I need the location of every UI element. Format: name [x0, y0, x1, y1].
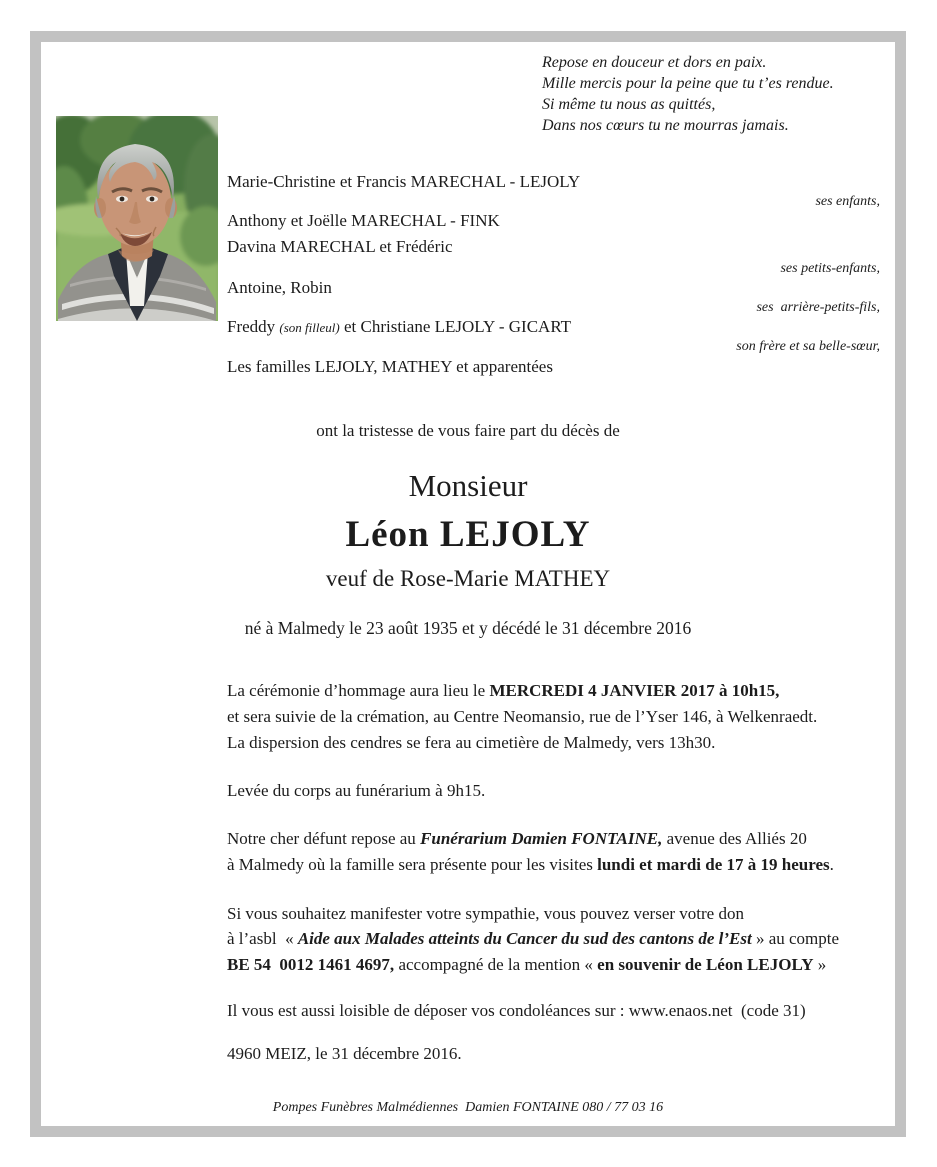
family-row-grandchildren-1: Anthony et Joëlle MARECHAL - FINK	[227, 211, 500, 230]
relation-label-grandchildren: ses petits-enfants,	[780, 261, 880, 276]
ceremony-line-1-text: La cérémonie d’hommage aura lieu le	[227, 681, 490, 700]
civility-title: Monsieur	[408, 468, 528, 503]
memorial-verse	[542, 52, 834, 136]
repose-line-1	[227, 829, 807, 849]
relation-label-children: ses enfants,	[815, 194, 880, 209]
relation-label-brother: son frère et sa belle-sœur,	[736, 339, 880, 354]
ceremony-line-3: La dispersion des cendres se fera au cimetière de Malmedy, vers 13h30.	[227, 733, 716, 752]
deceased-name: Léon LEJOLY	[345, 514, 591, 555]
announcement-intro: ont la tristesse de vous faire part du décès de	[316, 421, 620, 440]
verse-line: Si même tu nous as quittés,	[542, 96, 716, 113]
bank-account-number: BE 54 0012 1461 4697,	[227, 955, 395, 974]
family-row-families: Les familles LEJOLY, MATHEY et apparentées	[227, 357, 553, 376]
verse-line: Repose en douceur et dors en paix.	[542, 54, 767, 71]
condolences-line: Il vous est aussi loisible de déposer vos condoléances sur : www.enaos.net (code 31)	[227, 1001, 806, 1020]
donation-line-3-mid: accompagné de la mention «	[394, 955, 598, 974]
repose-line-2-pre: à Malmedy où la famille sera présente pour les visites	[227, 855, 598, 874]
ceremony-line-2: et sera suivie de la crémation, au Centre Neomansio, rue de l’Yser 146, à Welkenraedt.	[227, 707, 818, 726]
family-row-greatgrandsons: Antoine, Robin	[227, 278, 332, 297]
family-row-brother	[227, 317, 571, 337]
ceremony-date-bold: MERCREDI 4 JANVIER 2017 à 10h15,	[489, 681, 780, 700]
birth-death-line: né à Malmedy le 23 août 1935 et y décédé le 31 décembre 2016	[244, 618, 692, 638]
donation-line-2-pre: à l’asbl «	[227, 929, 298, 948]
place-date-line: 4960 MEIZ, le 31 décembre 2016.	[227, 1044, 462, 1063]
family-row-brother-post: et Christiane LEJOLY - GICART	[339, 317, 572, 336]
donation-line-3-post: »	[813, 955, 827, 974]
visit-hours-bold: lundi et mardi de 17 à 19 heures	[597, 855, 830, 874]
repose-line-1-post: avenue des Alliés 20	[662, 829, 807, 848]
repose-line-2	[227, 855, 834, 875]
body-removal-line: Levée du corps au funérarium à 9h15.	[227, 781, 486, 800]
godson-note: (son filleul)	[279, 320, 340, 335]
family-row-children: Marie-Christine et Francis MARECHAL - LEJOLY	[227, 172, 581, 191]
widower-line: veuf de Rose-Marie MATHEY	[325, 566, 611, 591]
ceremony-line-1	[227, 681, 779, 701]
donation-mention-bold: en souvenir de Léon LEJOLY	[597, 955, 814, 974]
funerarium-name: Funérarium Damien FONTAINE,	[420, 829, 663, 848]
repose-line-1-pre: Notre cher défunt repose au	[227, 829, 421, 848]
family-row-grandchildren-2: Davina MARECHAL et Frédéric	[227, 237, 453, 256]
portrait-photo	[56, 116, 218, 321]
funeral-home-footer: Pompes Funèbres Malmédiennes Damien FONTAINE 080 / 77 03 16	[272, 1100, 664, 1115]
relation-label-greatgrandsons: ses arrière-petits-fils,	[756, 300, 880, 315]
donation-line-1: Si vous souhaitez manifester votre sympathie, vous pouvez verser votre don	[227, 904, 744, 923]
repose-line-2-post: .	[829, 855, 834, 874]
charity-name: Aide aux Malades atteints du Cancer du sud des cantons de l’Est	[297, 929, 752, 948]
verse-line: Mille mercis pour la peine que tu t’es rendue.	[542, 75, 834, 92]
donation-line-3	[227, 955, 826, 975]
family-row-brother-pre: Freddy	[227, 317, 280, 336]
donation-line-2-post: » au compte	[751, 929, 840, 948]
donation-line-2	[227, 929, 839, 949]
verse-line: Dans nos cœurs tu ne mourras jamais.	[542, 117, 789, 134]
